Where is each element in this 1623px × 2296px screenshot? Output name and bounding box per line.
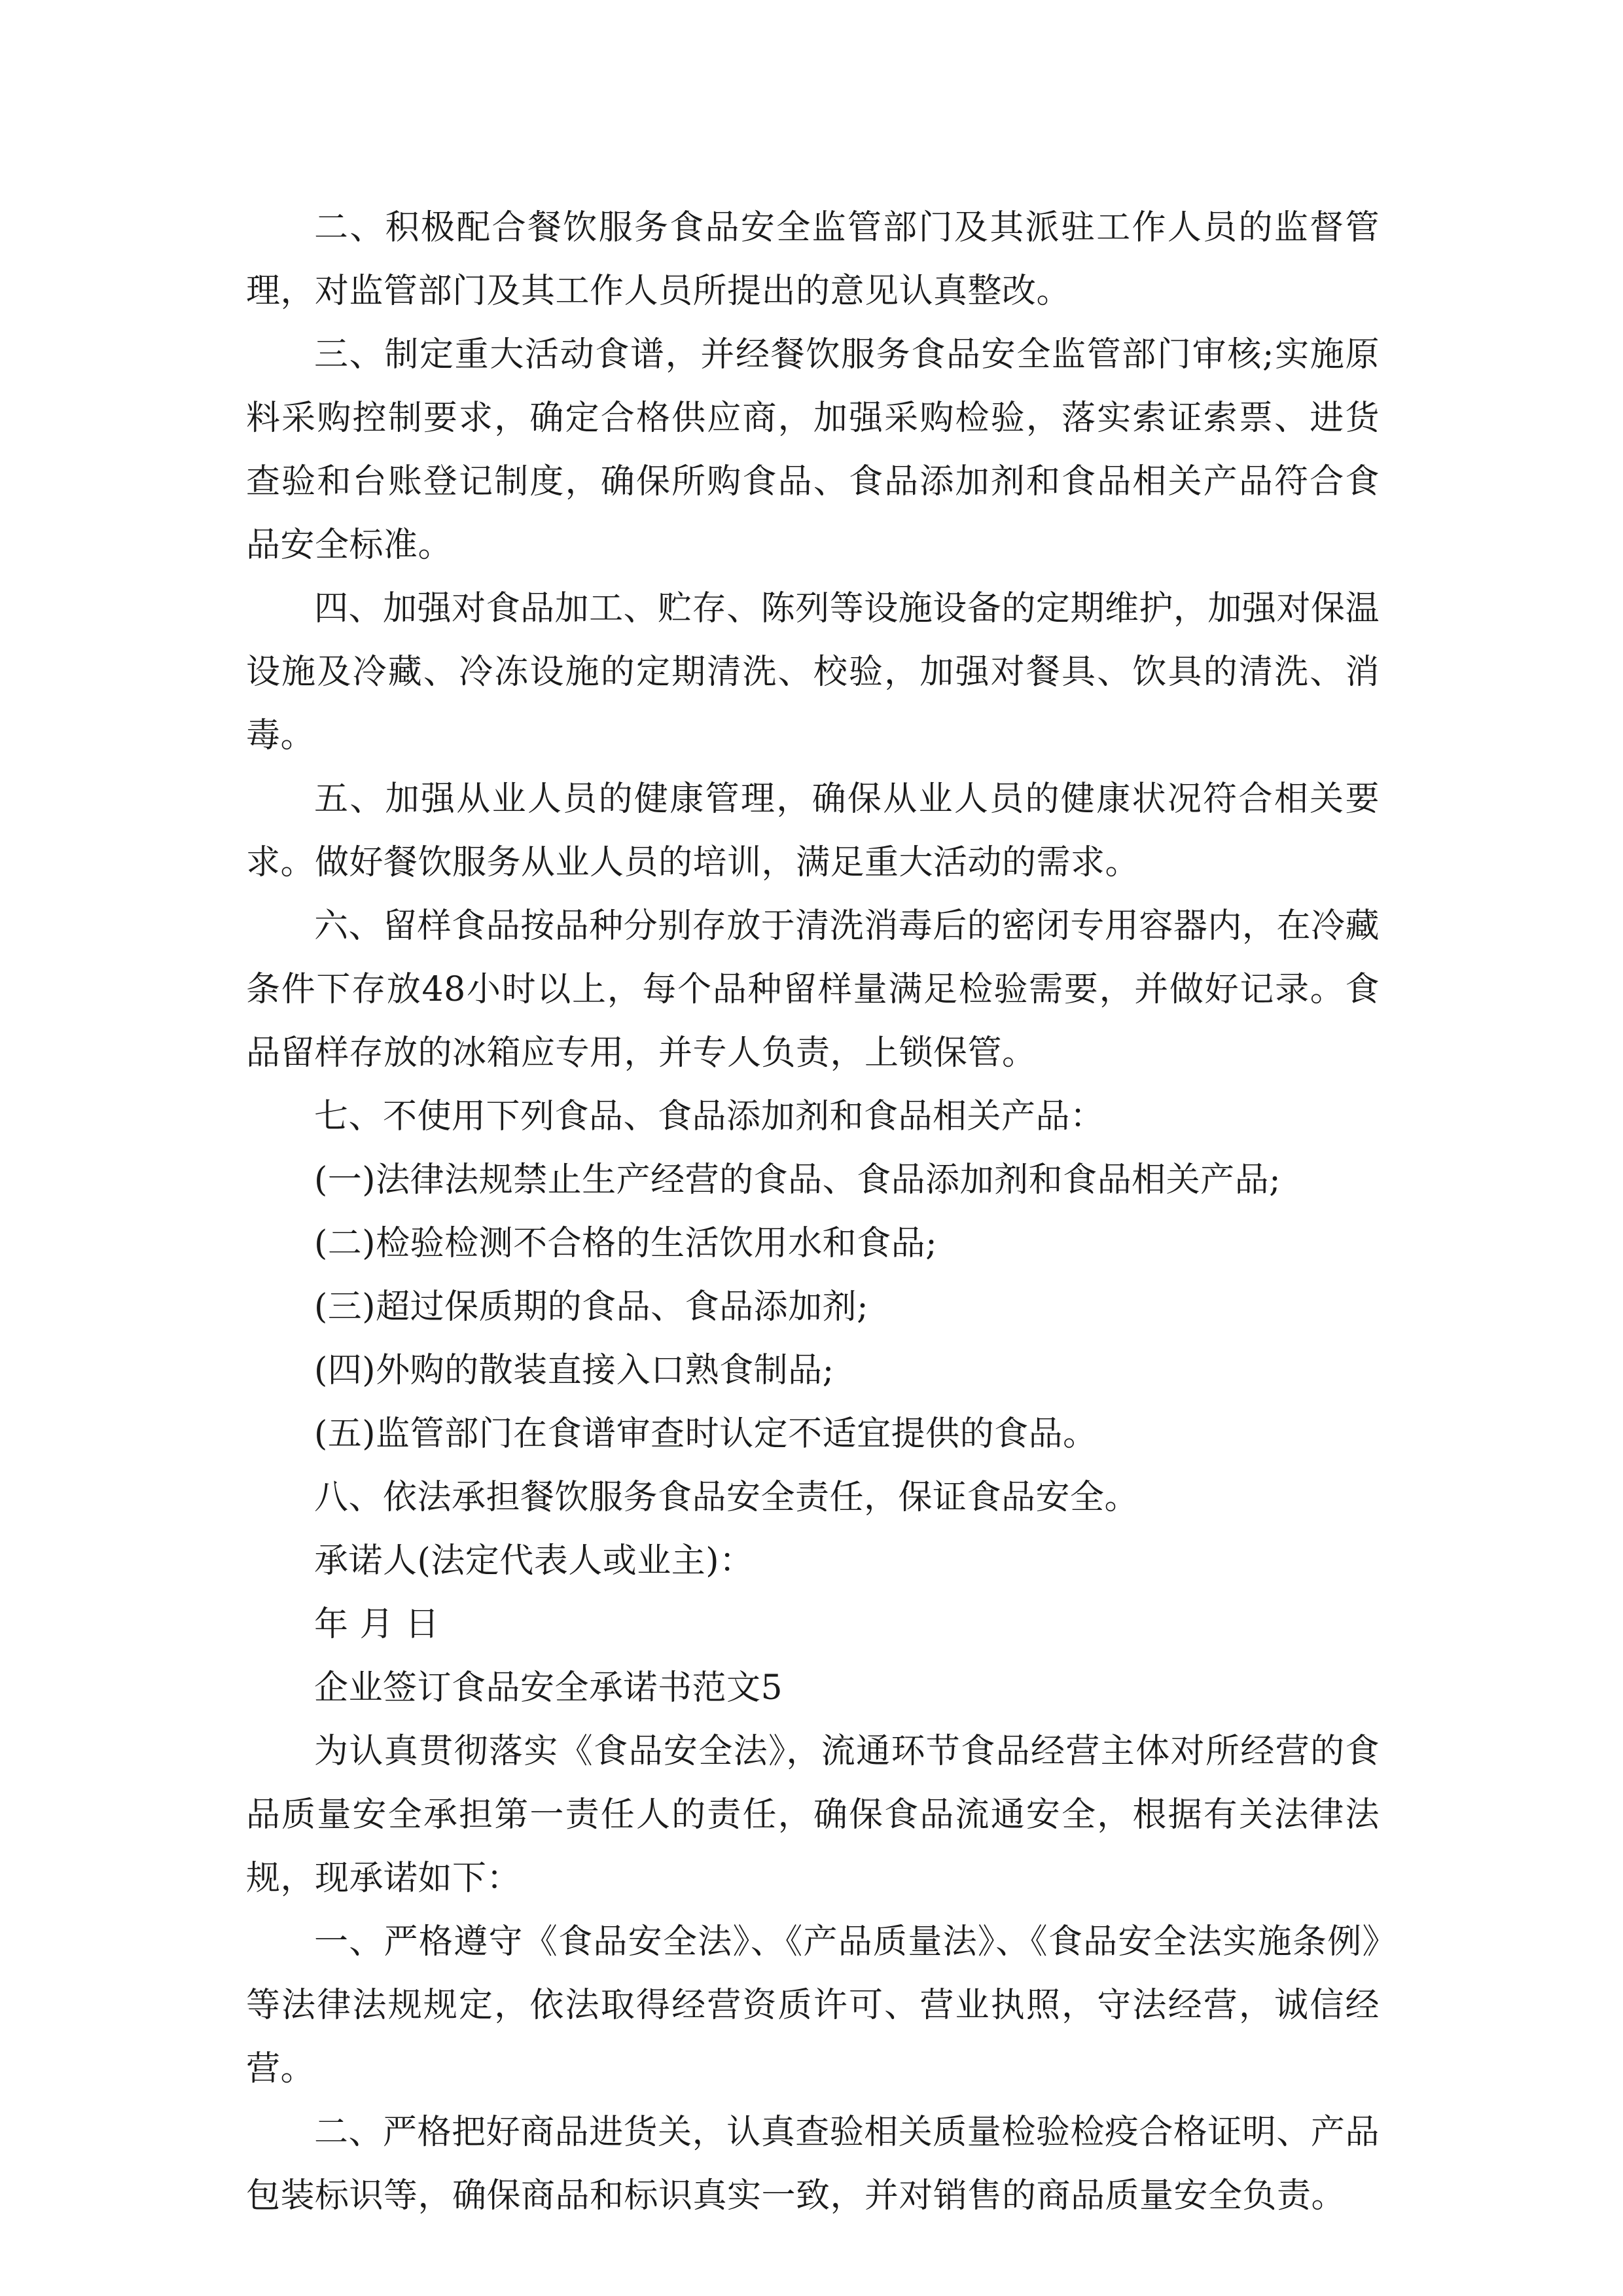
paragraph-7-prohibited-items: 七、不使用下列食品、食品添加剂和食品相关产品： (314, 1097, 1105, 1136)
list-item-1: (一)法律法规禁止生产经营的食品、食品添加剂和食品相关产品; (314, 1160, 1281, 1200)
list-item-5: (五)监管部门在食谱审查时认定不适宜提供的食品。 (314, 1414, 1097, 1454)
paragraph-3-menu-procurement: 三、制定重大活动食谱，并经餐饮服务食品安全监管部门审核;实施原料采购控制要求，确定合格供应商，加强采购检验，落实索证索票、进货查验和台账登记制度，确保所购食品、食品添加剂和食品相关产品符合食品安全标准。 (246, 335, 1380, 565)
date-line: 年 月 日 (314, 1605, 440, 1644)
list-item-3: (三)超过保质期的食品、食品添加剂; (314, 1287, 869, 1327)
paragraph-2-cooperate-supervision: 二、积极配合餐饮服务食品安全监管部门及其派驻工作人员的监督管理，对监管部门及其工作人员所提出的意见认真整改。 (246, 208, 1380, 311)
paragraph-4-equipment-maintenance: 四、加强对食品加工、贮存、陈列等设施设备的定期维护，加强对保温设施及冷藏、冷冻设施的定期清洗、校验，加强对餐具、饮具的清洗、消毒。 (246, 589, 1380, 755)
document-body (246, 196, 1380, 2228)
paragraph-5-staff-health: 五、加强从业人员的健康管理，确保从业人员的健康状况符合相关要求。做好餐饮服务从业人员的培训，满足重大活动的需求。 (246, 780, 1380, 882)
paragraph-6-food-samples: 六、留样食品按品种分别存放于清洗消毒后的密闭专用容器内，在冷藏条件下存放48小时以上，每个品种留样量满足检验需要，并做好记录。食品留样存放的冰箱应专用，并专人负责，上锁保管。 (246, 906, 1380, 1073)
paragraph-8-responsibility: 八、依法承担餐饮服务食品安全责任，保证食品安全。 (314, 1478, 1139, 1517)
paragraph-intro-food-safety-law: 为认真贯彻落实《食品安全法》，流通环节食品经营主体对所经营的食品质量安全承担第一责任人的责任，确保食品流通安全，根据有关法律法规，现承诺如下： (246, 1732, 1380, 1898)
list-item-2: (二)检验检测不合格的生活饮用水和食品; (314, 1224, 938, 1263)
paragraph-1-comply-laws: 一、严格遵守《食品安全法》、《产品质量法》、《食品安全法实施条例》等法律法规规定，依法取得经营资质许可、营业执照，守法经营，诚信经营。 (246, 1922, 1380, 2089)
promisor-line: 承诺人(法定代表人或业主)： (314, 1541, 754, 1581)
paragraph-2-purchase-inspection: 二、严格把好商品进货关，认真查验相关质量检验检疫合格证明、产品包装标识等，确保商品和标识真实一致，并对销售的商品质量安全负责。 (246, 2113, 1380, 2215)
section-heading-sample-5: 企业签订食品安全承诺书范文5 (314, 1668, 783, 1708)
list-item-4: (四)外购的散装直接入口熟食制品; (314, 1351, 834, 1390)
